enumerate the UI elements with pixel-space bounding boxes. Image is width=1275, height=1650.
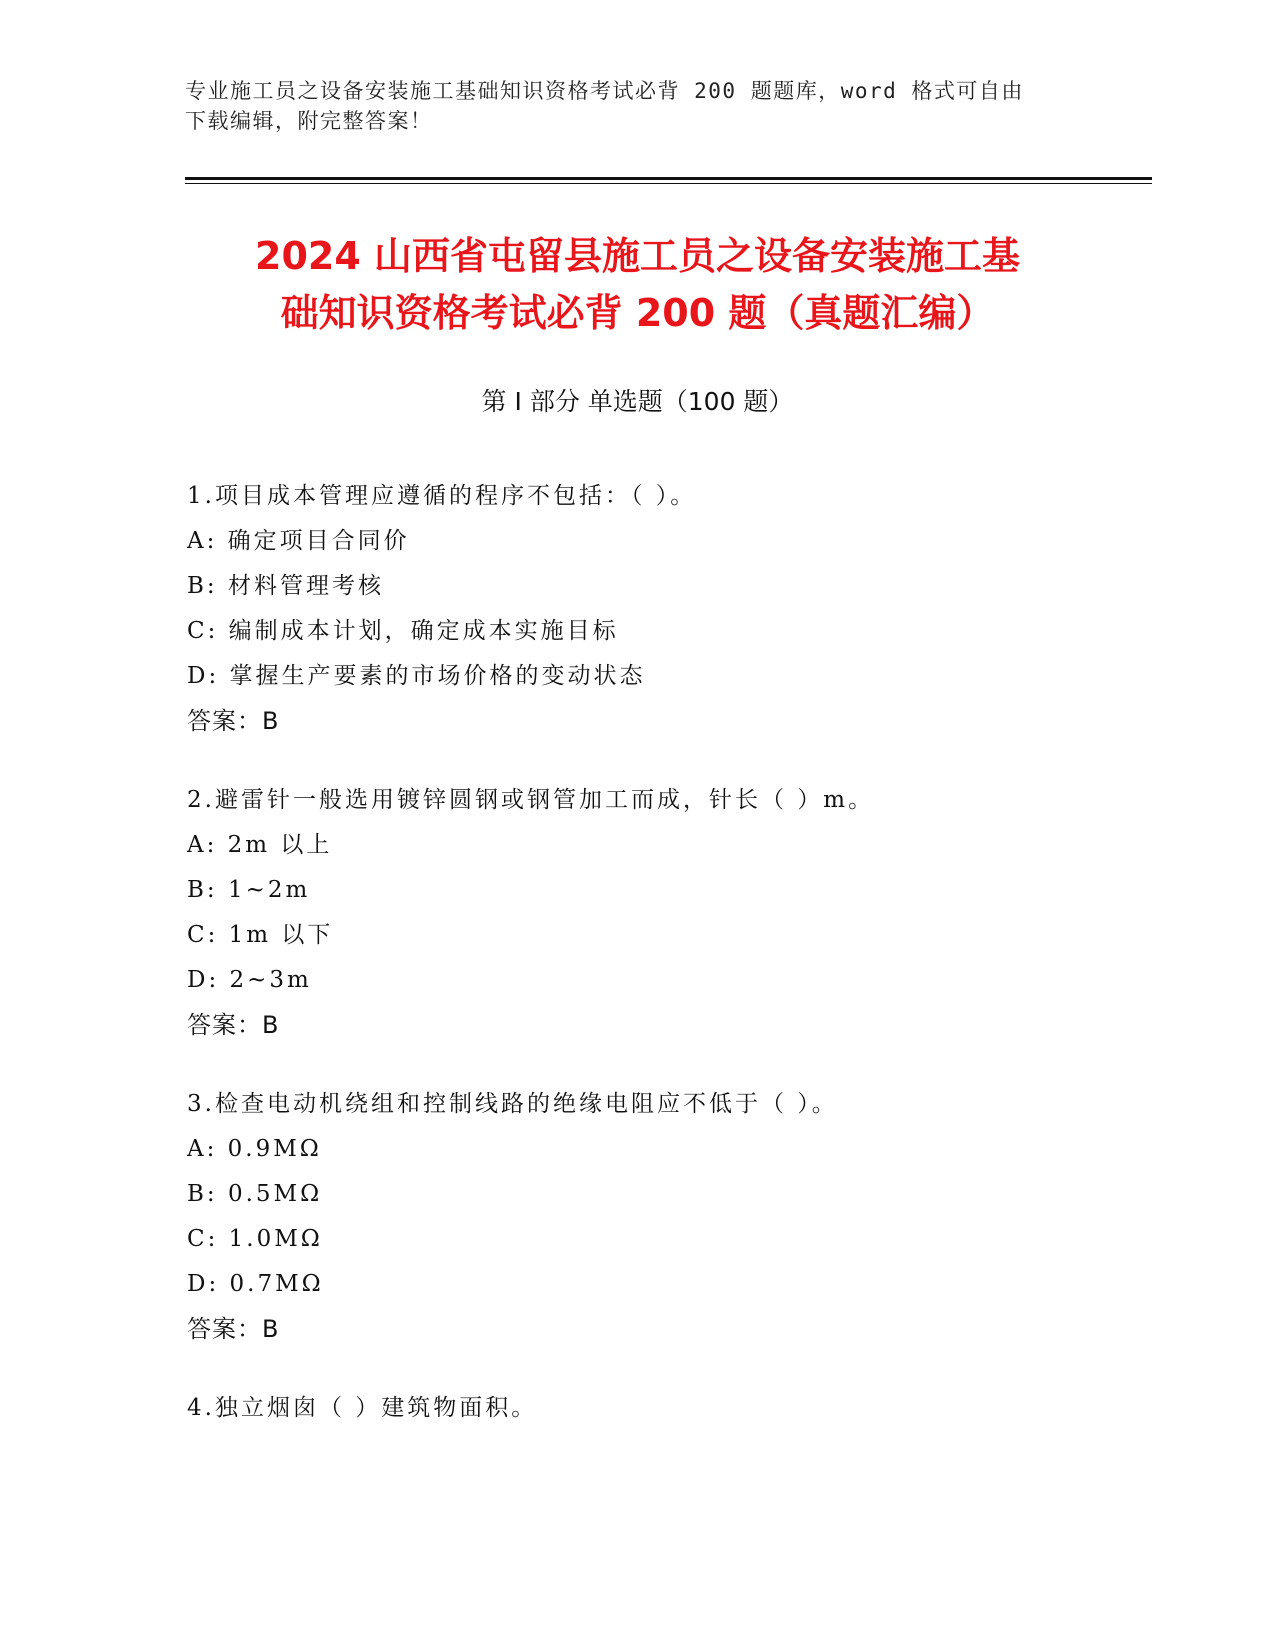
option-b: B: 材料管理考核: [187, 573, 384, 599]
option-d: D: 掌握生产要素的市场价格的变动状态: [187, 663, 646, 689]
option-c: C: 1.0MΩ: [187, 1226, 323, 1252]
question-stem: 3.检查电动机绕组和控制线路的绝缘电阻应不低于（ ）。: [187, 1091, 838, 1117]
answer-line: 答案：B: [187, 707, 280, 735]
option-c: C: 编制成本计划，确定成本实施目标: [187, 618, 619, 644]
option-c: C: 1m 以下: [187, 922, 334, 948]
question-stem: 2.避雷针一般选用镀锌圆钢或钢管加工而成，针长（ ）m。: [187, 787, 875, 813]
header-note-line-1: 专业施工员之设备安装施工基础知识资格考试必背 200 题题库，word 格式可自由: [185, 79, 1024, 103]
header-note: [185, 76, 1065, 136]
header-note-line-2: 下载编辑，附完整答案！: [185, 109, 433, 133]
option-d: D: 0.7MΩ: [187, 1271, 324, 1297]
header-divider-thick: [185, 177, 1152, 180]
question-1: [187, 474, 1147, 744]
option-a: A: 2m 以上: [187, 832, 333, 858]
header-divider-thin: [185, 183, 1152, 184]
question-stem: 4.独立烟囱（ ）建筑物面积。: [187, 1395, 538, 1421]
question-2: [187, 778, 1147, 1048]
question-stem: 1.项目成本管理应遵循的程序不包括：（ ）。: [187, 483, 697, 509]
answer-line: 答案：B: [187, 1011, 280, 1039]
option-a: A: 0.9MΩ: [187, 1136, 322, 1162]
question-4: [187, 1386, 1147, 1431]
question-list: [187, 474, 1147, 1465]
document-title: [185, 228, 1090, 342]
document-title-line-2: 础知识资格考试必背 200 题（真题汇编）: [280, 291, 995, 335]
section-heading: 第 I 部分 单选题（100 题）: [481, 387, 794, 416]
option-b: B: 1~2m: [187, 877, 311, 903]
answer-line: 答案：B: [187, 1315, 280, 1343]
option-b: B: 0.5MΩ: [187, 1181, 323, 1207]
question-3: [187, 1082, 1147, 1352]
option-d: D: 2~3m: [187, 967, 312, 993]
document-title-line-1: 2024 山西省屯留县施工员之设备安装施工基: [255, 234, 1020, 278]
option-a: A: 确定项目合同价: [187, 528, 410, 554]
